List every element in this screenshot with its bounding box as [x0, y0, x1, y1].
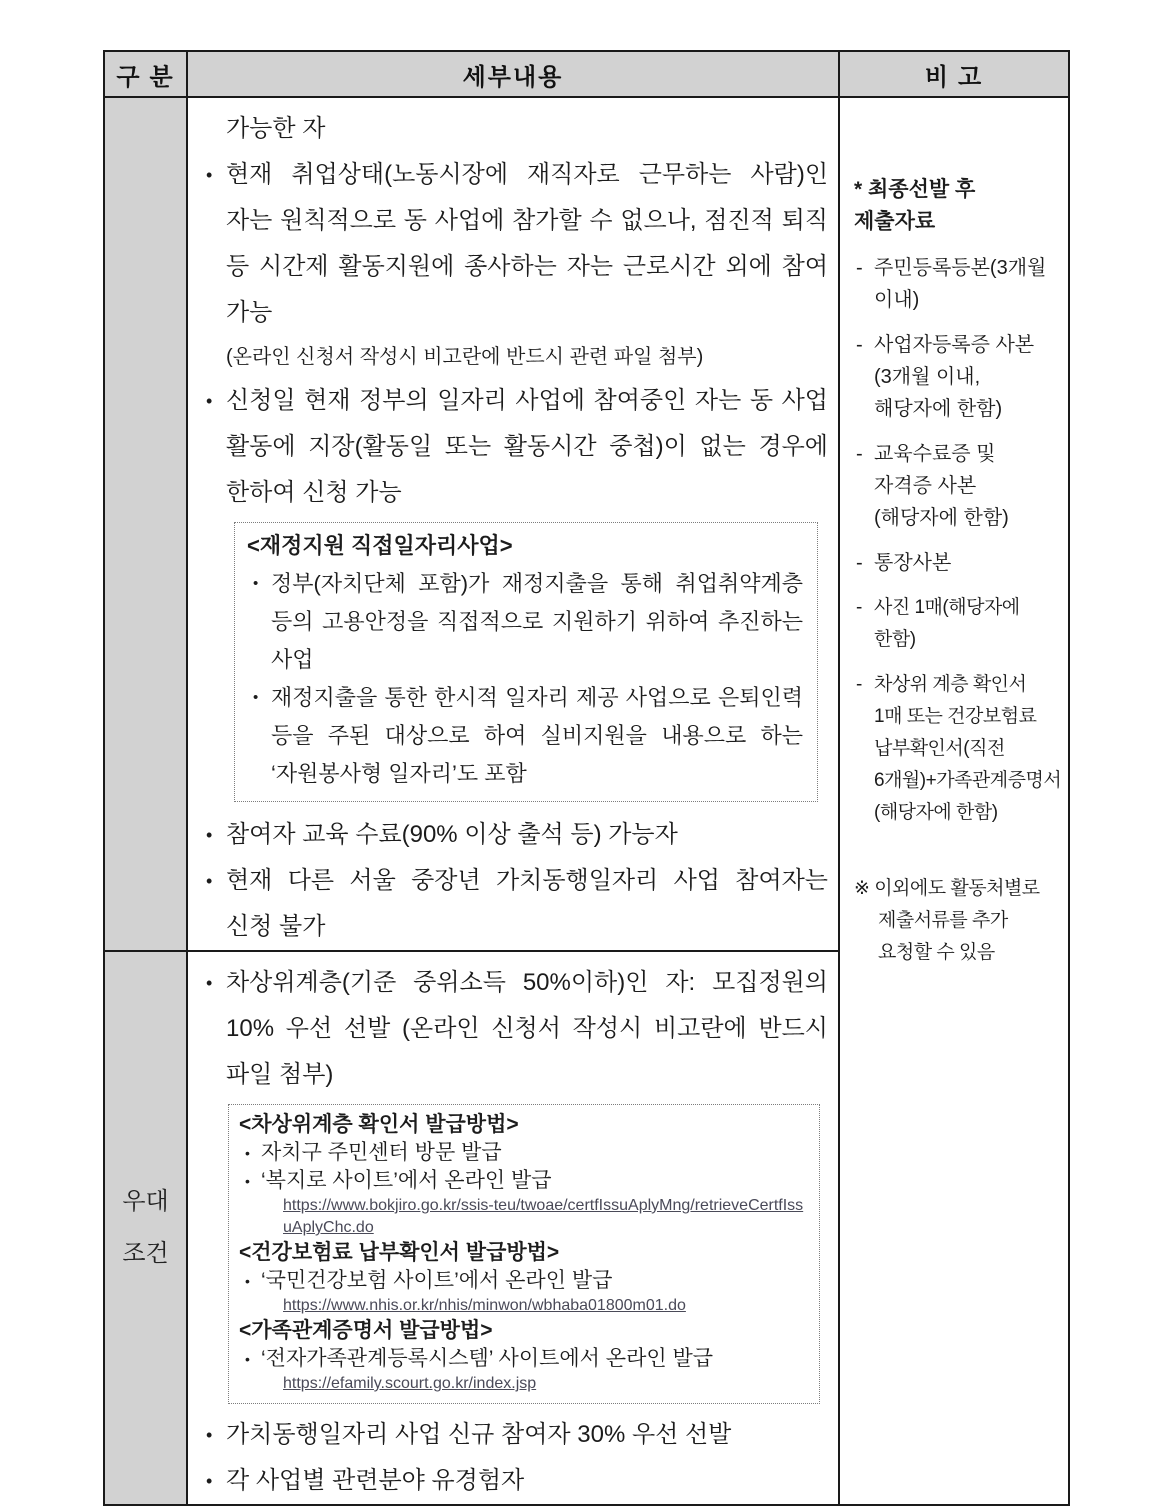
eligibility-row — [104, 97, 1069, 951]
category-cell-preference — [104, 951, 187, 1505]
preference-category-label: 우대 — [122, 1188, 169, 1215]
bullet-item — [198, 378, 828, 516]
remarks-column-header: 비 고 — [839, 51, 1069, 97]
box-bullet: • 정부(자치단체 포함)가 재정지출을 통해 취업취약계층 등의 고용안정을 직접적으로 지원하기 위하여 추진하는 사업 — [247, 565, 803, 679]
continuation-text: 가능한 자 — [226, 115, 326, 142]
category-cell-empty — [104, 97, 187, 951]
guide-bullet: • 자치구 주민센터 방문 발급 — [239, 1139, 807, 1167]
bullet-item — [198, 812, 828, 858]
remark-item: - 차상위 계층 확인서 1매 또는 건강보험료 납부확인서(직전 6개월)+가족관계증명서 (해당자에 한함) — [854, 669, 1056, 829]
guide-section-heading: <건강보험료 납부확인서 발급방법> — [239, 1241, 560, 1264]
remarks-note: ※ 이외에도 활동처별로 제출서류를 추가 요청할 수 있음 — [854, 878, 1040, 963]
remark-item: - 통장사본 — [854, 547, 1056, 579]
header-row — [104, 51, 1069, 97]
bokjiro-link[interactable]: https://www.bokjiro.go.kr/ssis-teu/twoae/certfIssuAplyMng/retrieveCertfIssuAplyChc.do — [283, 1197, 804, 1236]
bullet-text: 가치동행일자리 사업 신규 참여자 30% 우선 선발 — [226, 1421, 732, 1448]
bullet-text: 현재 다른 서울 중장년 가치동행일자리 사업 참여자는 신청 불가 — [226, 867, 828, 940]
issuance-guide-box — [228, 1104, 820, 1404]
bullet-text: 참여자 교육 수료(90% 이상 출석 등) 가능자 — [226, 821, 678, 848]
category-column-header: 구 분 — [104, 51, 187, 97]
preference-category-label: 조건 — [122, 1240, 169, 1267]
bullet-text: 현재 취업상태(노동시장에 재직자로 근무하는 사람)인 자는 원칙적으로 동 사업에 참가할 수 없으나, 점진적 퇴직 등 시간제 활동지원에 종사하는 자는 근로시간 외에 참여 가능 — [226, 161, 828, 326]
guide-section-heading: <차상위계층 확인서 발급방법> — [239, 1113, 519, 1136]
remark-item: - 교육수료증 및 자격증 사본(해당자에 한함) — [854, 438, 1056, 534]
remark-item: - 사업자등록증 사본(3개월 이내, 해당자에 한함) — [854, 329, 1056, 425]
bullet-item — [198, 858, 828, 950]
bullet-item — [198, 152, 828, 378]
remark-item: - 사진 1매(해당자에 한함) — [854, 592, 1056, 656]
eligibility-details-cell — [187, 97, 839, 951]
bullet-text: 신청일 현재 정부의 일자리 사업에 참여중인 자는 동 사업 활동에 지장(활동일 또는 활동시간 중첩)이 없는 경우에 한하여 신청 가능 — [226, 387, 828, 506]
nhis-link[interactable]: https://www.nhis.or.kr/nhis/minwon/wbhaba01800m01.do — [283, 1297, 686, 1314]
remarks-title: * 최종선발 후 제출자료 — [854, 178, 976, 233]
bullet-item — [198, 960, 828, 1098]
bullet-text: 각 사업별 관련분야 유경험자 — [226, 1467, 525, 1494]
bullet-item — [198, 1458, 828, 1504]
details-column-header: 세부내용 — [187, 51, 839, 97]
efamily-link[interactable]: https://efamily.scourt.go.kr/index.jsp — [283, 1375, 537, 1392]
recruitment-info-table — [103, 50, 1070, 1506]
remarks-cell — [839, 97, 1069, 1505]
box-bullet: • 재정지출을 통한 한시적 일자리 제공 사업으로 은퇴인력 등을 주된 대상으로 하여 실비지원을 내용으로 하는 ‘자원봉사형 일자리’도 포함 — [247, 679, 803, 793]
bullet-text: 차상위계층(기준 중위소득 50%이하)인 자: 모집정원의 10% 우선 선발 (온라인 신청서 작성시 비고란에 반드시 파일 첨부) — [226, 969, 828, 1088]
guide-section-heading: <가족관계증명서 발급방법> — [239, 1319, 493, 1342]
preference-details-cell — [187, 951, 839, 1505]
guide-bullet: • ‘국민건강보험 사이트’에서 온라인 발급 — [239, 1267, 807, 1295]
direct-job-program-box — [234, 522, 818, 802]
guide-bullet: • ‘복지로 사이트’에서 온라인 발급 — [239, 1167, 807, 1195]
bullet-item — [198, 1412, 828, 1458]
box-title: <재정지원 직접일자리사업> — [247, 533, 513, 558]
guide-bullet: • ‘전자가족관계등록시스템’ 사이트에서 온라인 발급 — [239, 1345, 807, 1373]
remark-item: - 주민등록등본(3개월 이내) — [854, 252, 1056, 316]
sub-note: (온라인 신청서 작성시 비고란에 반드시 관련 파일 첨부) — [226, 346, 704, 368]
